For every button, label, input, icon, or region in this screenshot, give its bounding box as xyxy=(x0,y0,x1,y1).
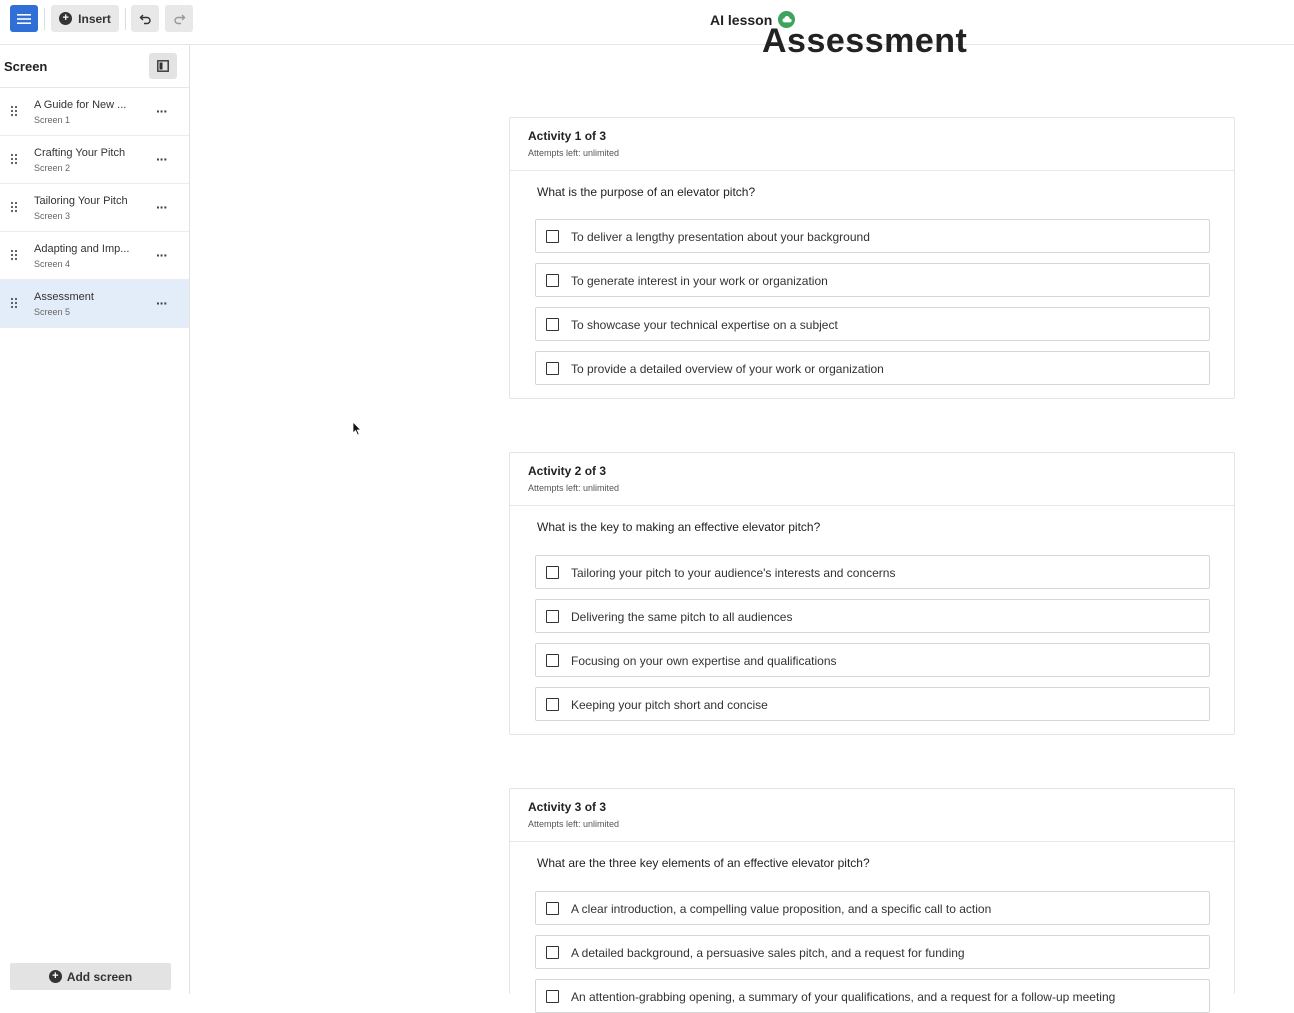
activity-title: Activity 3 of 3 xyxy=(528,800,607,814)
option-label: To deliver a lengthy presentation about your background xyxy=(571,230,870,244)
more-options-icon[interactable]: ··· xyxy=(156,103,167,119)
sidebar-item-screen-4[interactable] xyxy=(0,232,189,280)
plus-circle-icon: + xyxy=(59,12,72,25)
option-label: An attention-grabbing opening, a summary of your qualifications, and a request for a follow-up meeting xyxy=(571,990,1116,1004)
checkbox[interactable] xyxy=(546,566,559,579)
toolbar-divider xyxy=(44,8,45,30)
screen-number: Screen 1 xyxy=(34,115,71,125)
drag-handle-icon[interactable] xyxy=(10,153,18,165)
attempts-left: Attempts left: unlimited xyxy=(528,819,620,829)
insert-button[interactable] xyxy=(51,5,119,32)
panel-collapse-icon xyxy=(157,60,169,72)
document-title-text: AI lesson xyxy=(710,11,773,28)
checkbox[interactable] xyxy=(546,902,559,915)
option-label: A detailed background, a persuasive sales pitch, and a request for funding xyxy=(571,946,965,960)
answer-option[interactable] xyxy=(535,219,1210,253)
option-label: Tailoring your pitch to your audience's interests and concerns xyxy=(571,566,896,580)
drag-handle-icon[interactable] xyxy=(10,297,18,309)
activity-title: Activity 1 of 3 xyxy=(528,129,607,143)
checkbox[interactable] xyxy=(546,698,559,711)
add-screen-label: Add screen xyxy=(66,969,133,984)
plus-circle-icon: + xyxy=(49,970,62,983)
insert-label: Insert xyxy=(78,11,111,26)
hamburger-icon xyxy=(17,13,31,25)
option-label: To generate interest in your work or organization xyxy=(571,274,828,288)
drag-handle-icon[interactable] xyxy=(10,201,18,213)
drag-handle-icon[interactable] xyxy=(10,105,18,117)
checkbox[interactable] xyxy=(546,946,559,959)
drag-handle-icon[interactable] xyxy=(10,249,18,261)
toolbar-divider xyxy=(125,8,126,30)
screen-name: A Guide for New ... xyxy=(34,99,127,111)
screens-sidebar xyxy=(0,45,190,994)
screen-number: Screen 3 xyxy=(34,211,71,221)
checkbox[interactable] xyxy=(546,990,559,1003)
sidebar-item-screen-1[interactable] xyxy=(0,88,189,136)
sidebar-title: Screen xyxy=(4,59,48,74)
redo-button[interactable] xyxy=(165,5,193,32)
answer-option[interactable] xyxy=(535,687,1210,721)
checkbox[interactable] xyxy=(546,362,559,375)
option-label: Keeping your pitch short and concise xyxy=(571,698,768,712)
screen-name: Tailoring Your Pitch xyxy=(34,195,128,207)
redo-icon xyxy=(173,12,186,25)
answer-option[interactable] xyxy=(535,555,1210,589)
more-options-icon[interactable]: ··· xyxy=(156,151,167,167)
option-label: To showcase your technical expertise on a subject xyxy=(571,318,838,332)
checkbox[interactable] xyxy=(546,318,559,331)
add-screen-button[interactable] xyxy=(10,963,171,990)
screen-number: Screen 2 xyxy=(34,163,71,173)
checkbox[interactable] xyxy=(546,610,559,623)
question-text: What is the key to making an effective elevator pitch? xyxy=(537,520,821,534)
attempts-left: Attempts left: unlimited xyxy=(528,483,620,493)
menu-button[interactable] xyxy=(10,5,38,32)
more-options-icon[interactable]: ··· xyxy=(156,295,167,311)
collapse-sidebar-button[interactable] xyxy=(149,53,177,79)
checkbox[interactable] xyxy=(546,654,559,667)
activity-title: Activity 2 of 3 xyxy=(528,464,607,478)
question-text: What is the purpose of an elevator pitch? xyxy=(537,185,756,199)
attempts-left: Attempts left: unlimited xyxy=(528,148,620,158)
page-heading: Assessment xyxy=(762,22,968,60)
option-label: A clear introduction, a compelling value proposition, and a specific call to action xyxy=(571,902,992,916)
sidebar-item-screen-3[interactable] xyxy=(0,184,189,232)
option-label: To provide a detailed overview of your work or organization xyxy=(571,362,884,376)
activity-header xyxy=(510,789,1234,842)
sidebar-item-screen-2[interactable] xyxy=(0,136,189,184)
answer-option[interactable] xyxy=(535,979,1210,1013)
sidebar-item-screen-5[interactable] xyxy=(0,280,189,328)
answer-option[interactable] xyxy=(535,599,1210,633)
activity-header xyxy=(510,453,1234,506)
more-options-icon[interactable]: ··· xyxy=(156,199,167,215)
checkbox[interactable] xyxy=(546,274,559,287)
checkbox[interactable] xyxy=(546,230,559,243)
activity-card-2 xyxy=(509,452,1235,735)
answer-option[interactable] xyxy=(535,935,1210,969)
answer-option[interactable] xyxy=(535,891,1210,925)
more-options-icon[interactable]: ··· xyxy=(156,247,167,263)
screen-number: Screen 5 xyxy=(34,307,71,317)
answer-option[interactable] xyxy=(535,263,1210,297)
activity-card-3 xyxy=(509,788,1235,1004)
mouse-cursor-icon xyxy=(352,421,362,436)
screen-name: Assessment xyxy=(34,291,94,303)
top-toolbar xyxy=(0,0,1294,45)
screen-name: Crafting Your Pitch xyxy=(34,147,126,159)
screen-number: Screen 4 xyxy=(34,259,71,269)
answer-option[interactable] xyxy=(535,307,1210,341)
undo-icon xyxy=(139,12,152,25)
option-label: Focusing on your own expertise and qualifications xyxy=(571,654,837,668)
answer-option[interactable] xyxy=(535,351,1210,385)
activity-header xyxy=(510,118,1234,171)
undo-button[interactable] xyxy=(131,5,159,32)
activity-card-1 xyxy=(509,117,1235,399)
answer-option[interactable] xyxy=(535,643,1210,677)
screen-name: Adapting and Imp... xyxy=(34,243,130,255)
option-label: Delivering the same pitch to all audiences xyxy=(571,610,793,624)
question-text: What are the three key elements of an effective elevator pitch? xyxy=(537,856,870,870)
sidebar-header xyxy=(0,45,189,88)
